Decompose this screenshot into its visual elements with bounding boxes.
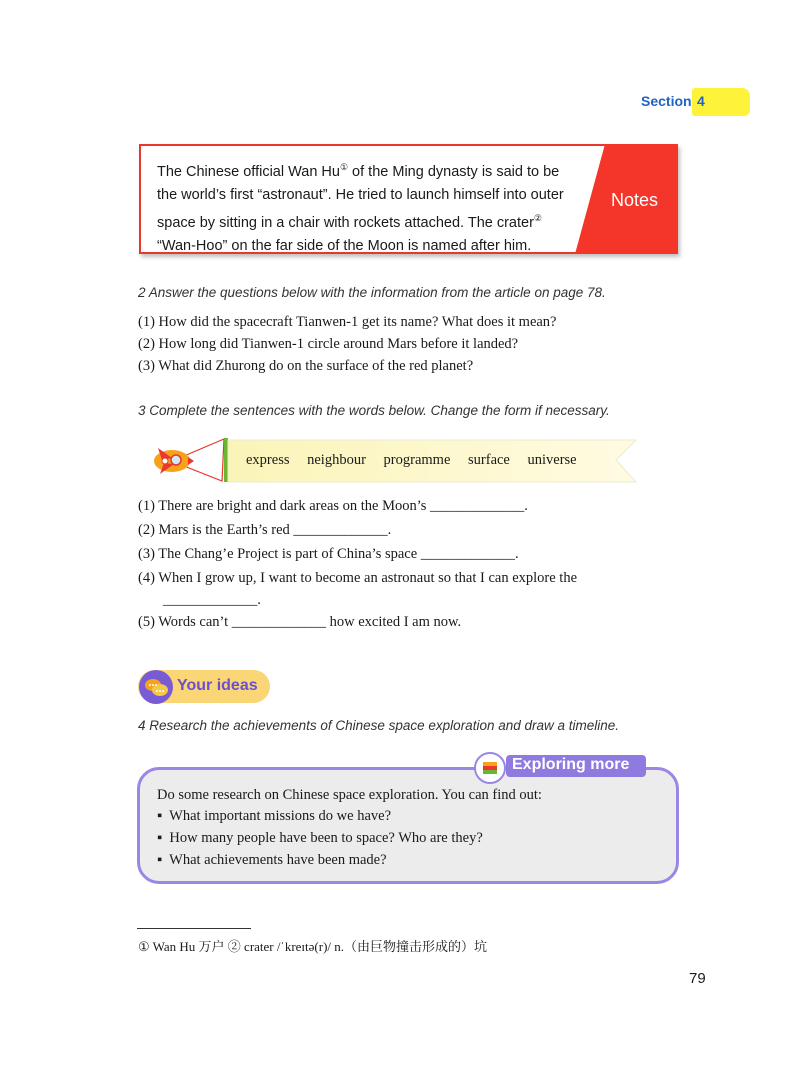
exploring-more-label: Exploring more: [512, 756, 630, 773]
q2-title: 2 Answer the questions below with the information from the article on page 78.: [138, 285, 606, 300]
q3-item-2: (2) Mars is the Earth’s red _____________.: [138, 522, 392, 538]
notes-text: [157, 156, 597, 258]
footnote-ref-1: ①: [339, 162, 349, 172]
page-number: 79: [689, 970, 706, 987]
explore-bullet-2: ▪ How many people have been to space? Who are they?: [157, 830, 483, 846]
notes-line-1a: The Chinese official Wan Hu: [157, 163, 340, 180]
q2-item-2: (2) How long did Tianwen-1 circle around Mars before it landed?: [138, 336, 519, 352]
q2-item-1: (1) How did the spacecraft Tianwen-1 get its name? What does it mean?: [138, 314, 557, 330]
word-universe: universe: [527, 452, 577, 468]
q3-item-1: (1) There are bright and dark areas on the Moon’s _____________.: [138, 498, 528, 514]
word-surface: surface: [468, 452, 510, 468]
notes-label: Notes: [611, 190, 659, 210]
explore-bullet-1: ▪ What important missions do we have?: [157, 808, 392, 824]
q3-title: 3 Complete the sentences with the words below. Change the form if necessary.: [138, 403, 610, 418]
q4-title: 4 Research the achievements of Chinese space exploration and draw a timeline.: [138, 718, 620, 733]
notes-box: [139, 144, 678, 254]
footnote-rule: [137, 928, 251, 929]
your-ideas-label: Your ideas: [177, 677, 258, 694]
explore-bullet-3: ▪ What achievements have been made?: [157, 852, 387, 868]
books-icon: [474, 752, 506, 784]
word-express: express: [246, 452, 290, 468]
exploring-more-box: [137, 767, 679, 884]
q3-item-4: (4) When I grow up, I want to become an astronaut so that I can explore the: [138, 570, 578, 586]
footnote-ref-2: ②: [533, 212, 542, 223]
section-label: Section: [641, 93, 692, 109]
notes-line-3: space by sitting in a chair with rockets attached. The crater: [157, 214, 534, 231]
rocket-plane-icon: [154, 448, 194, 474]
notes-line-1b: of the Ming dynasty is said to be: [348, 163, 560, 180]
q3-item-5: (5) Words can’t _____________ how excited I am now.: [138, 614, 462, 630]
word-bank: [246, 452, 591, 469]
word-programme: programme: [383, 452, 451, 468]
notes-line-4: “Wan-Hoo” on the far side of the Moon is named after him.: [157, 237, 532, 254]
q3-item-3: (3) The Chang’e Project is part of China’s space _____________.: [138, 546, 519, 562]
explore-intro: Do some research on Chinese space exploration. You can find out:: [157, 787, 542, 803]
word-neighbour: neighbour: [307, 452, 366, 468]
notes-line-2: the world’s first “astronaut”. He tried to launch himself into outer: [157, 186, 564, 203]
q3-item-4-blank: _____________.: [163, 592, 261, 608]
speech-bubble-icon: [139, 670, 173, 704]
section-number: 4: [697, 93, 705, 109]
q2-item-3: (3) What did Zhurong do on the surface of the red planet?: [138, 358, 474, 374]
footnotes: ① Wan Hu 万户 ② crater /ˈkreɪtə(r)/ n.（由巨物撞击形成的）坑: [138, 939, 488, 954]
